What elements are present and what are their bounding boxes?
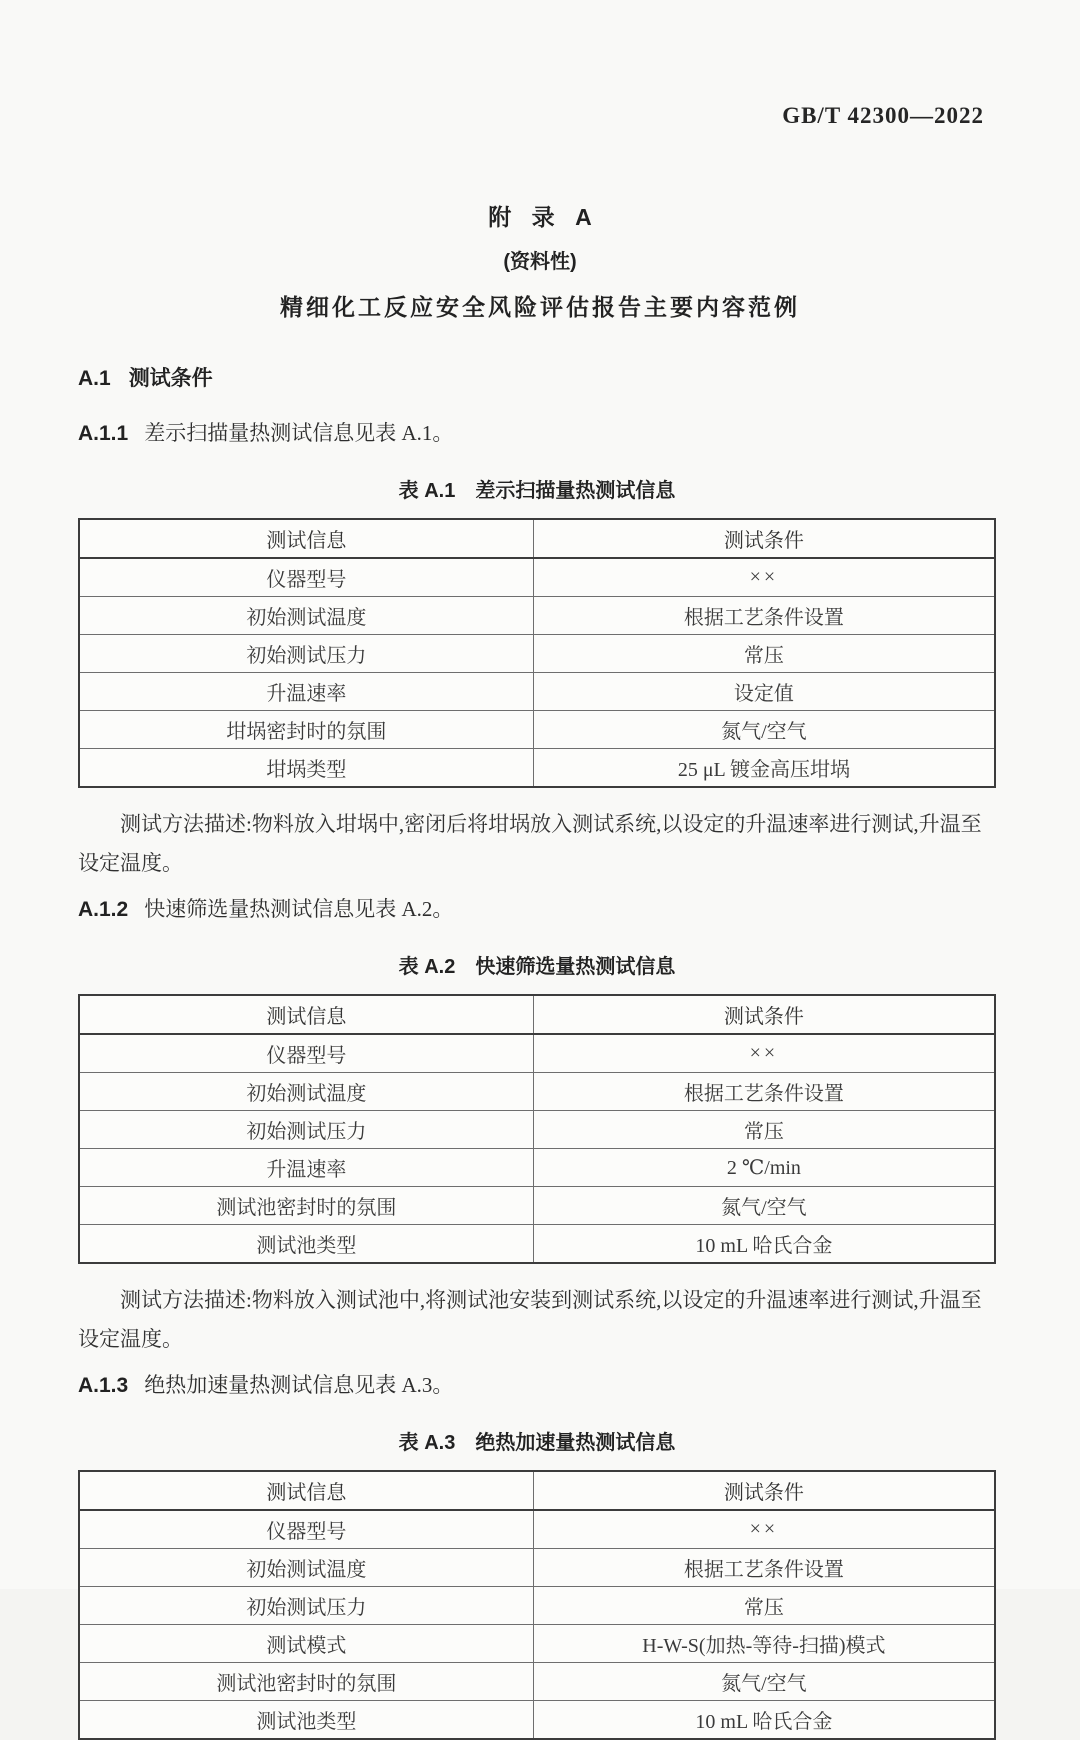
caption-text: 快速筛选量热测试信息 bbox=[475, 956, 676, 978]
section-number: A.1 bbox=[78, 367, 111, 390]
table-cell-label: 坩埚类型 bbox=[79, 749, 533, 788]
table-cell-value: ×× bbox=[533, 1034, 995, 1073]
caption-text: 差示扫描量热测试信息 bbox=[475, 480, 676, 502]
table-cell-value: 常压 bbox=[533, 1587, 995, 1625]
table-cell-label: 测试池密封时的氛围 bbox=[79, 1187, 533, 1225]
table-row bbox=[79, 1663, 995, 1701]
table-header-row bbox=[79, 1471, 995, 1510]
appendix-subtitle: (资料性) bbox=[503, 251, 577, 273]
table-cell-label: 初始测试压力 bbox=[79, 635, 533, 673]
caption-label: 表 A.3 bbox=[398, 1432, 456, 1454]
table-cell-value: H-W-S(加热-等待-扫描)模式 bbox=[533, 1625, 995, 1663]
table-a1-caption bbox=[78, 474, 996, 503]
method-description-a2: 测试方法描述:物料放入测试池中,将测试池安装到测试系统,以设定的升温速率进行测试,升温至设定温度。 bbox=[78, 1288, 982, 1351]
table-row bbox=[79, 1034, 995, 1073]
table-cell-label: 初始测试压力 bbox=[79, 1587, 533, 1625]
table-cell-label: 仪器型号 bbox=[79, 1510, 533, 1549]
table-cell-label: 测试模式 bbox=[79, 1625, 533, 1663]
table-row bbox=[79, 1510, 995, 1549]
table-row bbox=[79, 673, 995, 711]
method-description-a1: 测试方法描述:物料放入坩埚中,密闭后将坩埚放入测试系统,以设定的升温速率进行测试,升温至设定温度。 bbox=[78, 812, 982, 875]
clause-text: 快速筛选量热测试信息见表 A.2。 bbox=[144, 897, 454, 921]
table-cell-value: ×× bbox=[533, 1510, 995, 1549]
table-row bbox=[79, 1073, 995, 1111]
table-row bbox=[79, 1701, 995, 1740]
column-header: 测试条件 bbox=[533, 519, 995, 558]
table-cell-label: 仪器型号 bbox=[79, 1034, 533, 1073]
table-cell-label: 升温速率 bbox=[79, 1149, 533, 1187]
clause-number: A.1.2 bbox=[78, 898, 129, 921]
clause-number: A.1.1 bbox=[78, 422, 129, 445]
table-a3-caption bbox=[78, 1426, 996, 1455]
table-row bbox=[79, 711, 995, 749]
clause-a13 bbox=[78, 1369, 996, 1399]
table-a1 bbox=[78, 518, 996, 788]
table-cell-label: 测试池类型 bbox=[79, 1225, 533, 1264]
table-cell-value: 根据工艺条件设置 bbox=[533, 1549, 995, 1587]
clause-text: 绝热加速量热测试信息见表 A.3。 bbox=[144, 1373, 454, 1397]
table-cell-value: 氮气/空气 bbox=[533, 1663, 995, 1701]
column-header: 测试信息 bbox=[79, 1471, 533, 1510]
table-cell-value: 氮气/空气 bbox=[533, 711, 995, 749]
table-row bbox=[79, 1225, 995, 1264]
section-heading-a1 bbox=[78, 362, 996, 392]
page-content bbox=[78, 362, 996, 1740]
column-header: 测试条件 bbox=[533, 1471, 995, 1510]
table-row bbox=[79, 1111, 995, 1149]
table-cell-value: ×× bbox=[533, 558, 995, 597]
table-cell-label: 仪器型号 bbox=[79, 558, 533, 597]
table-header-row bbox=[79, 995, 995, 1034]
clause-a11 bbox=[78, 417, 996, 447]
table-cell-label: 坩埚密封时的氛围 bbox=[79, 711, 533, 749]
appendix-heading: 精细化工反应安全风险评估报告主要内容范例 bbox=[280, 294, 800, 320]
table-row bbox=[79, 558, 995, 597]
table-row bbox=[79, 1625, 995, 1663]
clause-a12 bbox=[78, 893, 996, 923]
appendix-title: 附 录 A bbox=[488, 204, 592, 230]
table-row bbox=[79, 1549, 995, 1587]
clause-number: A.1.3 bbox=[78, 1374, 129, 1397]
table-cell-value: 根据工艺条件设置 bbox=[533, 1073, 995, 1111]
table-cell-value: 10 mL 哈氏合金 bbox=[533, 1225, 995, 1264]
column-header: 测试信息 bbox=[79, 995, 533, 1034]
caption-label: 表 A.1 bbox=[398, 480, 456, 502]
table-a3 bbox=[78, 1470, 996, 1740]
section-title: 测试条件 bbox=[128, 367, 213, 390]
column-header: 测试信息 bbox=[79, 519, 533, 558]
table-cell-value: 常压 bbox=[533, 635, 995, 673]
table-cell-label: 初始测试温度 bbox=[79, 1549, 533, 1587]
clause-text: 差示扫描量热测试信息见表 A.1。 bbox=[144, 421, 454, 445]
table-cell-label: 初始测试温度 bbox=[79, 1073, 533, 1111]
table-row bbox=[79, 1587, 995, 1625]
table-cell-value: 2 ℃/min bbox=[533, 1149, 995, 1187]
table-cell-label: 升温速率 bbox=[79, 673, 533, 711]
column-header: 测试条件 bbox=[533, 995, 995, 1034]
table-cell-label: 初始测试温度 bbox=[79, 597, 533, 635]
table-cell-label: 测试池密封时的氛围 bbox=[79, 1663, 533, 1701]
table-a2-caption bbox=[78, 950, 996, 979]
table-cell-label: 初始测试压力 bbox=[79, 1111, 533, 1149]
table-header-row bbox=[79, 519, 995, 558]
table-cell-value: 常压 bbox=[533, 1111, 995, 1149]
table-row bbox=[79, 1187, 995, 1225]
caption-text: 绝热加速量热测试信息 bbox=[475, 1432, 676, 1454]
table-row bbox=[79, 635, 995, 673]
table-cell-value: 25 μL 镀金高压坩埚 bbox=[533, 749, 995, 788]
table-cell-value: 氮气/空气 bbox=[533, 1187, 995, 1225]
caption-label: 表 A.2 bbox=[398, 956, 456, 978]
table-cell-value: 10 mL 哈氏合金 bbox=[533, 1701, 995, 1740]
table-cell-value: 根据工艺条件设置 bbox=[533, 597, 995, 635]
table-a2 bbox=[78, 994, 996, 1264]
standard-number: GB/T 42300—2022 bbox=[782, 103, 984, 128]
table-cell-label: 测试池类型 bbox=[79, 1701, 533, 1740]
table-cell-value: 设定值 bbox=[533, 673, 995, 711]
table-row bbox=[79, 1149, 995, 1187]
table-row bbox=[79, 597, 995, 635]
table-row bbox=[79, 749, 995, 788]
